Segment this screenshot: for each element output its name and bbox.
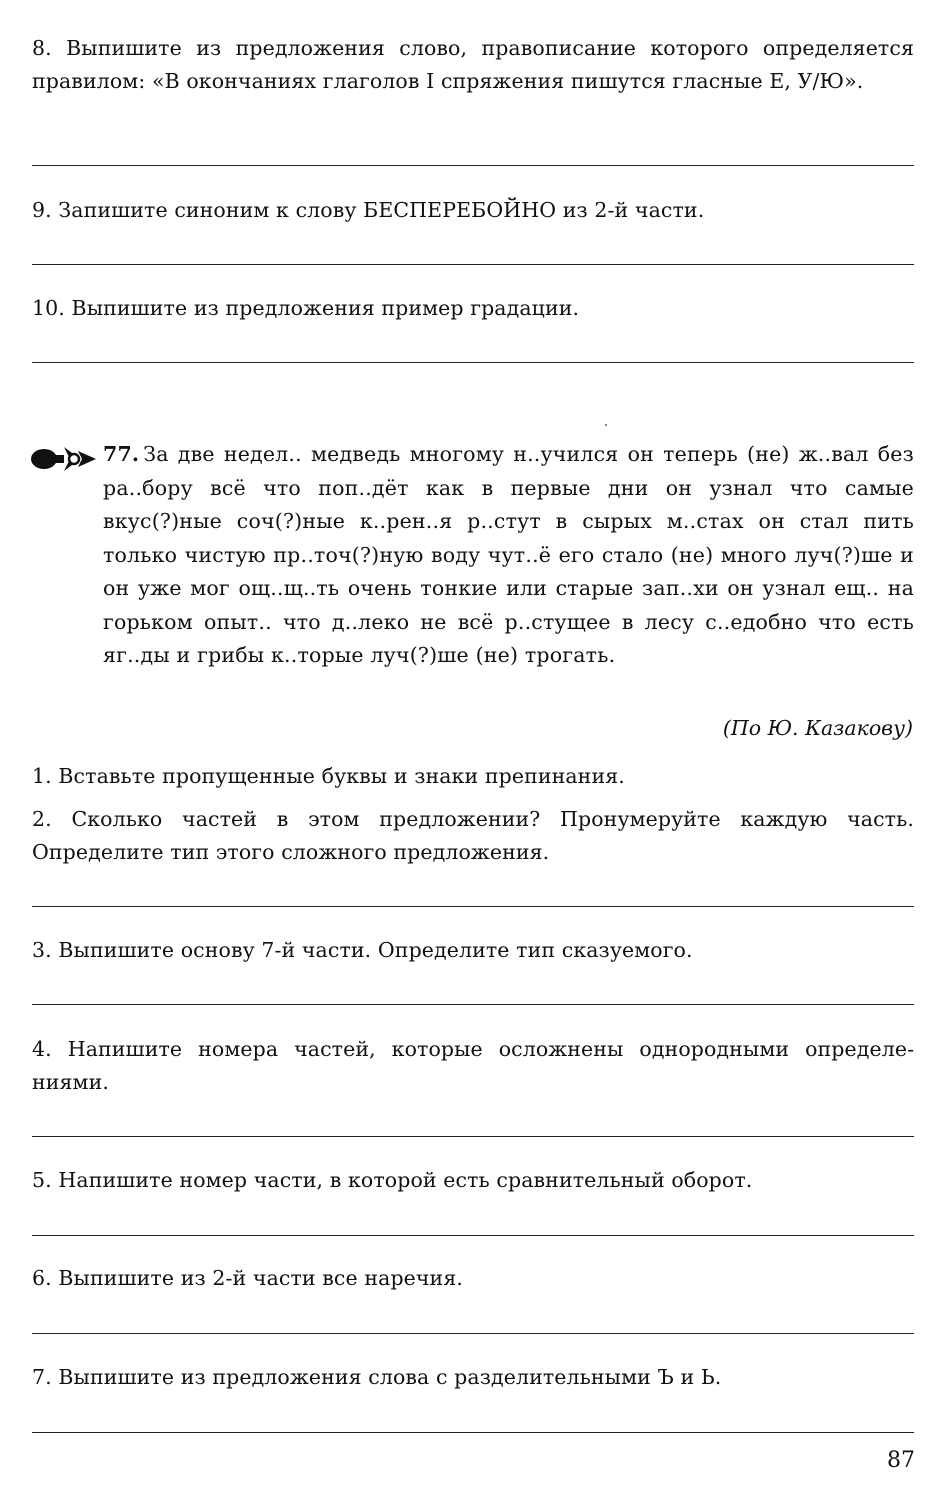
exercise-text: За две недел.. медведь многому н..учился он теперь (не) ж..вал без ра..бору всё что поп..дёт как в первые дни он узнал что самые вкус(?)ные соч(?)ные к..рен..я р..стут в сырых м..стах он стал пить только чистую пр..точ(?)ную воду чут..ё его стало (не) много луч(?)ше и он уже мог ощ..щ..ть очень тонкие или старые зап..хи он узнал ещ.. на горьком опыт.. что д..леко не всё р..стущее в лесу с..едобно что есть яг..ды и грибы к..торые луч(?)ше (не) трогать. — [103, 442, 914, 667]
task-number: 7. — [32, 1365, 52, 1389]
question-8 — [32, 32, 914, 98]
task-number: 5. — [32, 1168, 52, 1192]
task-7 — [32, 1361, 914, 1394]
print-speck — [605, 424, 607, 426]
answer-line[interactable] — [32, 906, 914, 907]
task-text: Вставьте пропущенные буквы и знаки препинания. — [58, 764, 625, 788]
question-9 — [32, 194, 914, 227]
question-10 — [32, 292, 914, 325]
answer-line[interactable] — [32, 362, 914, 363]
task-3 — [32, 934, 914, 967]
task-text: Напишите номер части, в которой есть сравнительный оборот. — [58, 1168, 753, 1192]
task-text: Напишите номера частей, которые осложнены однородными определениями. — [32, 1037, 914, 1094]
question-number: 9. — [32, 198, 52, 222]
task-4 — [32, 1033, 914, 1099]
question-number: 10. — [32, 296, 65, 320]
answer-line[interactable] — [32, 165, 914, 166]
task-text: Сколько частей в этом предложении? Пронумеруйте каждую часть. Определите тип этого сложного предложения. — [32, 807, 914, 864]
answer-line[interactable] — [32, 264, 914, 265]
task-5 — [32, 1164, 914, 1197]
question-text: Выпишите из предложения пример градации. — [71, 296, 580, 320]
exercise-number: 77. — [103, 442, 140, 466]
question-text: Запишите синоним к слову БЕСПЕРЕБОЙНО из 2-й части. — [58, 198, 705, 222]
task-text: Выпишите из предложения слова с разделительными Ъ и Ь. — [58, 1365, 722, 1389]
task-number: 2. — [32, 807, 52, 831]
answer-line[interactable] — [32, 1333, 914, 1334]
answer-line[interactable] — [32, 1432, 914, 1433]
question-number: 8. — [32, 36, 52, 60]
task-number: 1. — [32, 764, 52, 788]
page-number: 87 — [887, 1448, 915, 1473]
task-number: 4. — [32, 1037, 52, 1061]
pen-pointer-icon — [30, 445, 98, 473]
task-text: Выпишите из 2-й части все наречия. — [58, 1266, 463, 1290]
answer-line[interactable] — [32, 1004, 914, 1005]
exercise-77 — [103, 438, 914, 673]
answer-line[interactable] — [32, 1235, 914, 1236]
task-6 — [32, 1262, 914, 1295]
question-text: Выпишите из предложения слово, правописание которого определяется правилом: «В окончаниях глаголов I спряжения пишутся гласные Е, У/Ю». — [32, 36, 914, 93]
task-number: 3. — [32, 938, 52, 962]
exercise-source: (По Ю. Казакову) — [722, 716, 913, 740]
task-2 — [32, 803, 914, 869]
task-number: 6. — [32, 1266, 52, 1290]
answer-line[interactable] — [32, 1136, 914, 1137]
task-text: Выпишите основу 7-й части. Определите тип сказуемого. — [58, 938, 693, 962]
task-1 — [32, 760, 914, 793]
